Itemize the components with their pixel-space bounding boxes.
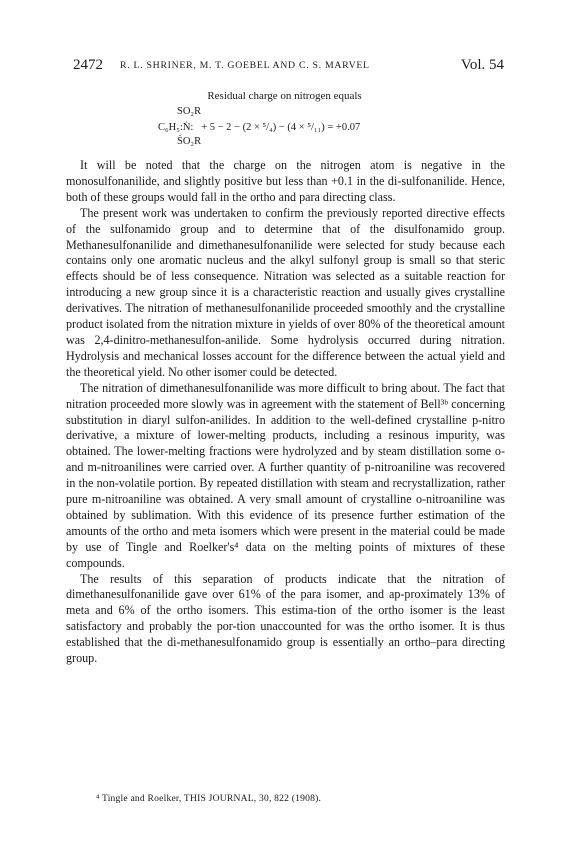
charge-equation: [158, 105, 498, 151]
article-body: [66, 158, 505, 667]
paragraph-3: The nitration of dimethanesulfonanilide was more difficult to bring about. The fact that nitration proceeded more slowly was in agreement with the statement of Bell³ᵇ concerning substitution in diaryl sulfon-anilides. In addition to the well-defined crystalline p-nitro derivative, a mixture of lower-melting products, including a resinous impurity, was obtained. The lower-melting fractions were hydrolyzed and by steam distillation some o- and m-nitroanilines were carried over. A further quantity of p-nitroaniline was recovered in the non-volatile portion. By repeated distillation with steam and recrystallization, rather pure m-nitroaniline was obtained. A very small amount of crystalline o-nitroaniline was obtained by sublimation. With this evidence of its presence further estimation of the amounts of the ortho and meta isomers which were present in the material could be made by use of Tingle and Roelker's⁴ data on the melting points of mixtures of these compounds.: [66, 380, 505, 570]
paragraph-1: It will be noted that the charge on the nitrogen atom is negative in the monosulfonanilide, and slightly positive but less than +0.1 in the di-sulfonanilide. Hence, both of these groups would fall in the ortho and para directing class.: [66, 158, 505, 204]
equation-line: [158, 122, 360, 133]
footnote: ⁴ Tingle and Roelker, THIS JOURNAL, 30, 822 (1908).: [96, 793, 322, 804]
page-number: 2472: [73, 57, 103, 73]
equation-bottom-group: ṠO₂R: [177, 136, 202, 147]
equation-top-group: SO₂R: [177, 106, 202, 117]
equation-left-formula: C₆H₅:Ṅ:: [158, 122, 194, 133]
paragraph-2: The present work was undertaken to confirm the previously reported directive effects of the sulfonamido group and to determine that of the disulfonamido group. Methanesulfonanilide and dimethanesulfonanilide were selected for study because each contains only one aromatic nucleus and the alkyl sulfonyl group is small so that steric effects should be of less consequence. Nitration was selected as a suitable reaction for introducing a new group since it is a characteristic reaction and usually gives crystalline derivatives. The nitration of methanesulfonanilide proceeded smoothly and the crystalline product isolated from the nitration mixture in yields of over 80% of the theoretical amount was 2,4-dinitro-methanesulfon-anilide. Some hydrolysis occurred during nitration. Hydrolysis and mechanical losses account for the difference between the actual yield and the theoretical yield. No other isomer could be detected.: [66, 205, 505, 379]
running-header: [73, 57, 504, 79]
paragraph-4: The results of this separation of products indicate that the nitration of dimethanesulfonanilide gave over 61% of the para isomer, and ap-proximately 13% of meta and 6% of the ortho isomers. This estima-tion of the ortho isomer is the least satisfactory and probably the por-tion unaccounted for was the ortho isomer. It is thus established that the di-methanesulfonamido group is essentially an ortho–para directing group.: [66, 571, 505, 666]
volume-label: Vol. 54: [460, 57, 504, 73]
running-authors: R. L. SHRINER, M. T. GOEBEL AND C. S. MARVEL: [120, 60, 370, 71]
equation-caption: Residual charge on nitrogen equals: [207, 90, 362, 102]
equation-expression: + 5 − 2 − (2 × ⁵/₄) − (4 × ⁵/₁₁) = +0.07: [201, 122, 361, 133]
